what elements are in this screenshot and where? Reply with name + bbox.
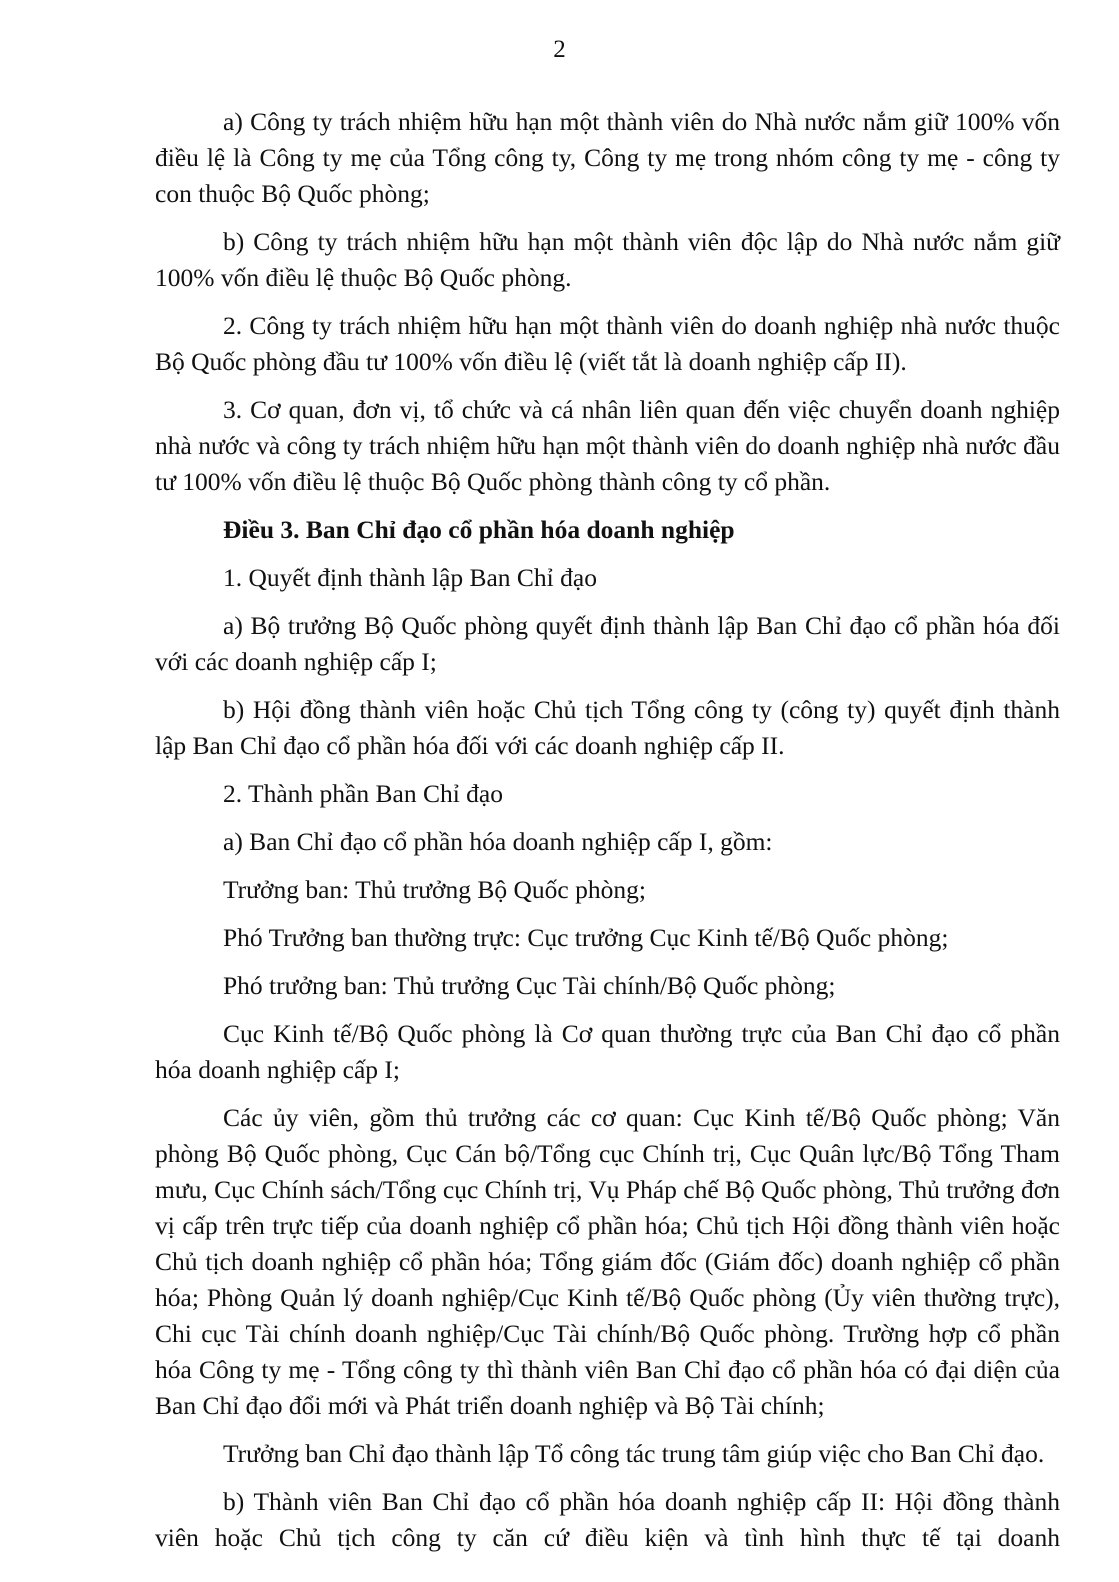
paragraph-truong-ban: Trưởng ban: Thủ trưởng Bộ Quốc phòng; bbox=[223, 875, 646, 904]
paragraph-1b: b) Công ty trách nhiệm hữu hạn một thành viên độc lập do Nhà nước nắm giữ 100% vốn điều lệ thuộc Bộ Quốc phòng. bbox=[155, 227, 1060, 292]
page-number: 2 bbox=[553, 36, 566, 63]
paragraph-1a: a) Công ty trách nhiệm hữu hạn một thành viên do Nhà nước nắm giữ 100% vốn điều lệ là Công ty mẹ của Tổng công ty, Công ty mẹ trong nhóm công ty mẹ - công ty con thuộc Bộ Quốc phòng; bbox=[155, 107, 1060, 208]
document-body bbox=[155, 104, 1060, 1568]
paragraph-2: 2. Công ty trách nhiệm hữu hạn một thành viên do doanh nghiệp nhà nước thuộc Bộ Quốc phòng đầu tư 100% vốn điều lệ (viết tắt là doanh nghiệp cấp II). bbox=[155, 311, 1060, 376]
paragraph-s2a: a) Ban Chỉ đạo cổ phần hóa doanh nghiệp cấp I, gồm: bbox=[223, 827, 773, 856]
section-2-heading: 2. Thành phần Ban Chỉ đạo bbox=[223, 779, 503, 808]
paragraph-uy-vien: Các ủy viên, gồm thủ trưởng các cơ quan: Cục Kinh tế/Bộ Quốc phòng; Văn phòng Bộ Quốc phòng, Cục Cán bộ/Tổng cục Chính trị, Cục Quân lực/Bộ Tổng Tham mưu, Cục Chính sách/Tổng cục Chính trị, Vụ Pháp chế Bộ Quốc phòng, Thủ trưởng đơn vị cấp trên trực tiếp của doanh nghiệp cổ phần hóa; Chủ tịch Hội đồng thành viên hoặc Chủ tịch doanh nghiệp cổ phần hóa; Tổng giám đốc (Giám đốc) doanh nghiệp cổ phần hóa; Phòng Quản lý doanh nghiệp/Cục Kinh tế/Bộ Quốc phòng (Ủy viên thường trực), Chi cục Tài chính doanh nghiệp/Cục Tài chính/Bộ Quốc phòng. Trường hợp cổ phần hóa Công ty mẹ - Tổng công ty thì thành viên Ban Chỉ đạo cổ phần hóa có đại diện của Ban Chỉ đạo đổi mới và Phát triển doanh nghiệp và Bộ Tài chính; bbox=[155, 1103, 1061, 1420]
paragraph-s1a: a) Bộ trưởng Bộ Quốc phòng quyết định thành lập Ban Chỉ đạo cổ phần hóa đối với các doanh nghiệp cấp I; bbox=[155, 611, 1060, 676]
paragraph-pho-truong-ban-thuong-truc: Phó Trưởng ban thường trực: Cục trưởng Cục Kinh tế/Bộ Quốc phòng; bbox=[223, 923, 949, 952]
paragraph-3: 3. Cơ quan, đơn vị, tổ chức và cá nhân liên quan đến việc chuyển doanh nghiệp nhà nước và công ty trách nhiệm hữu hạn một thành viên do doanh nghiệp nhà nước đầu tư 100% vốn điều lệ thuộc Bộ Quốc phòng thành công ty cổ phần. bbox=[155, 395, 1060, 496]
section-1-heading: 1. Quyết định thành lập Ban Chỉ đạo bbox=[223, 563, 597, 592]
paragraph-pho-truong-ban: Phó trưởng ban: Thủ trưởng Cục Tài chính/Bộ Quốc phòng; bbox=[223, 971, 836, 1000]
paragraph-s1b: b) Hội đồng thành viên hoặc Chủ tịch Tổng công ty (công ty) quyết định thành lập Ban Chỉ đạo cổ phần hóa đối với các doanh nghiệp cấp II. bbox=[155, 695, 1060, 760]
paragraph-co-quan-thuong-truc: Cục Kinh tế/Bộ Quốc phòng là Cơ quan thường trực của Ban Chỉ đạo cổ phần hóa doanh nghiệp cấp I; bbox=[155, 1019, 1060, 1084]
article-3-heading: Điều 3. Ban Chỉ đạo cổ phần hóa doanh nghiệp bbox=[223, 515, 735, 544]
paragraph-s2b: b) Thành viên Ban Chỉ đạo cổ phần hóa doanh nghiệp cấp II: Hội đồng thành viên hoặc Chủ tịch công ty căn cứ điều kiện và tình hình thực tế tại doanh bbox=[155, 1487, 1060, 1552]
paragraph-to-cong-tac: Trưởng ban Chỉ đạo thành lập Tổ công tác trung tâm giúp việc cho Ban Chỉ đạo. bbox=[223, 1439, 1045, 1468]
